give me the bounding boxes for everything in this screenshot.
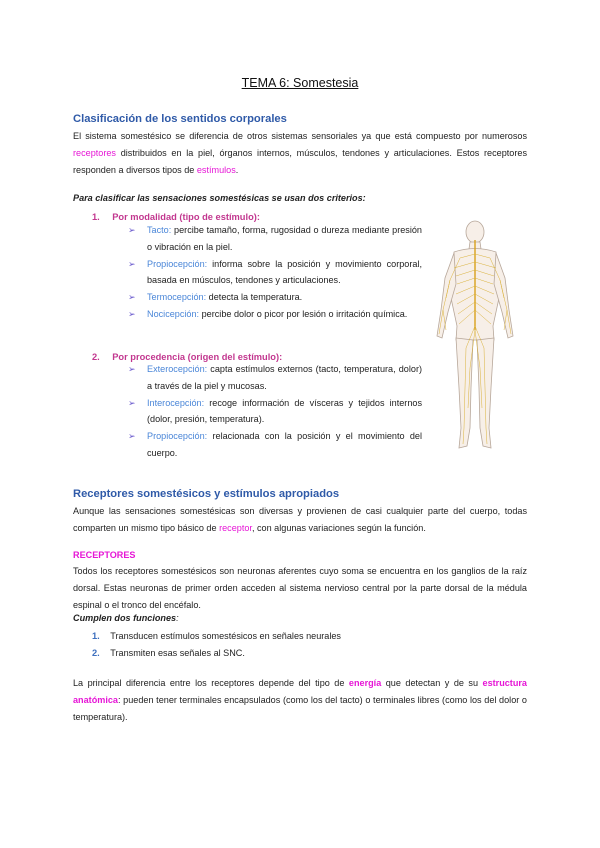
- list-item: ➢ Propiocepción: informa sobre la posición y movimiento corporal, basada en músculos, tendones y articulaciones.: [128, 258, 422, 286]
- difference-paragraph: La principal diferencia entre los receptores depende del tipo de energía que detectan y de su estructura anatómica: pueden tener terminales encapsulados (como los del tacto) o terminales libres (como los del dolor o temperatura).: [73, 678, 527, 722]
- list-item: ➢ Propiocepción: relacionada con la posición y el movimiento del cuerpo.: [128, 431, 422, 458]
- receptors-intro-paragraph: Aunque las sensaciones somestésicas son diversas y provienen de casi cualquier parte del cuerpo, todas comparten un mismo tipo básico de receptor, con algunas variaciones según la función.: [73, 506, 527, 533]
- section-heading-receptors: Receptores somestésicos y estímulos apropiados: [73, 488, 340, 500]
- section-heading-classification: Clasificación de los sentidos corporales: [73, 113, 287, 125]
- subheading-receptores: RECEPTORES: [73, 550, 136, 560]
- list-item: 2. Transmiten esas señales al SNC.: [92, 647, 245, 658]
- receptors-paragraph: Todos los receptores somestésicos son neuronas aferentes cuyo soma se encuentra en los ganglios de la raíz dorsal. Estas neuronas de primer orden acceden al sistema nervioso central por la parte dorsal de la médula espinal o el tronco del encéfalo.: [73, 566, 527, 610]
- list-item: ➢ Nocicepción: percibe dolor o picor por lesión o irritación química.: [128, 308, 408, 319]
- highlight-receptor: receptor: [219, 522, 252, 533]
- highlight-receptores: receptores: [73, 147, 116, 158]
- criteria-label: Para clasificar las sensaciones somestésicas se usan dos criterios:: [73, 193, 366, 203]
- modalidad-list: [128, 222, 422, 323]
- page-title: TEMA 6: Somestesia: [241, 76, 359, 90]
- highlight-energia: energía: [348, 678, 382, 688]
- list-item: ➢ Termocepción: detecta la temperatura.: [128, 292, 303, 303]
- list-heading-procedencia: 2. Por procedencia (origen del estímulo):: [92, 352, 283, 362]
- intro-paragraph: El sistema somestésico se diferencia de otros sistemas sensoriales ya que está compuesto por numerosos receptores distribuidos en la piel, órganos internos, músculos, tendones y articulaciones. Estos receptores responden a diversos tipos de estímulos.: [73, 131, 527, 175]
- human-nervous-system-icon: [432, 218, 518, 454]
- list-item: ➢ Tacto: percibe tamaño, forma, rugosidad o dureza mediante presión o vibración en la piel.: [128, 225, 422, 252]
- list-item: 1. Transducen estímulos somestésicos en señales neurales: [92, 631, 341, 641]
- list-item: ➢ Exterocepción: capta estímulos externos (tacto, temperatura, dolor) a través de la piel y mucosas.: [128, 364, 422, 391]
- procedencia-list: [128, 361, 422, 462]
- list-heading-modalidad: 1. Por modalidad (tipo de estímulo):: [92, 212, 260, 222]
- human-nervous-system-figure: [432, 218, 518, 454]
- highlight-estructura: estructura anatómica: [73, 678, 527, 705]
- functions-label: Cumplen dos funciones:: [73, 613, 179, 623]
- highlight-estimulos: estímulos: [196, 164, 236, 175]
- functions-list: [92, 628, 512, 662]
- list-item: ➢ Interocepción: recoge información de vísceras y tejidos internos (dolor, presión, temperatura).: [128, 397, 422, 425]
